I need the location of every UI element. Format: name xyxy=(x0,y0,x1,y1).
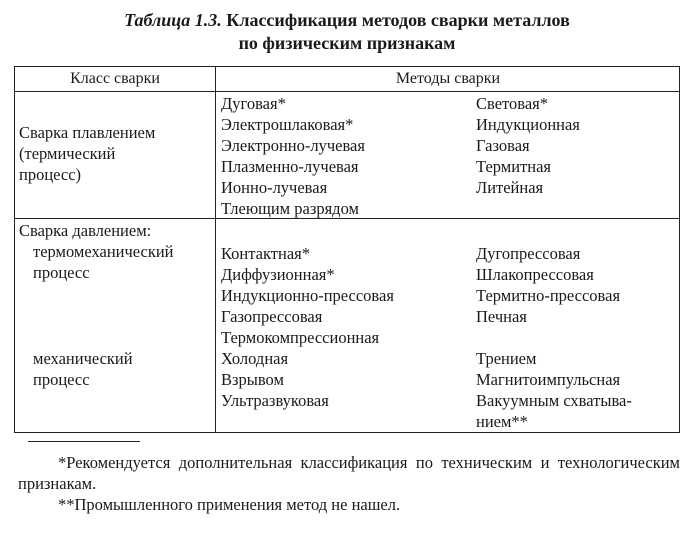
method-item: Термокомпрессионная xyxy=(221,328,380,347)
method-item: нием** xyxy=(476,412,528,431)
method-item: Ультразвуковая xyxy=(221,391,329,410)
header-methods: Методы сварки xyxy=(395,70,501,87)
table-caption-line1 xyxy=(0,9,694,31)
classification-table xyxy=(14,66,680,433)
thermo-class-cell xyxy=(33,241,174,283)
footnote-1: *Рекомендуется дополнительная классификация по техническим и технологическим признакам. xyxy=(18,453,680,493)
mech-methods-col1 xyxy=(221,348,329,411)
method-item: Вакуумным схватыва- xyxy=(476,391,632,410)
fusion-class-cell xyxy=(19,122,155,185)
method-item: Газовая xyxy=(476,136,530,155)
method-item: Магнитоимпульсная xyxy=(476,370,621,389)
class-line: процесс xyxy=(33,370,90,389)
method-item: Печная xyxy=(476,307,527,326)
fusion-methods-col1 xyxy=(221,93,365,219)
method-item: Световая* xyxy=(476,94,549,113)
class-line: термомеханический xyxy=(33,242,174,261)
class-line: процесс) xyxy=(19,165,82,184)
footnote-2: **Промышленного применения метод не нашел. xyxy=(58,495,401,514)
method-item: Тлеющим разрядом xyxy=(221,199,359,218)
method-item: Диффузионная* xyxy=(221,265,335,284)
method-item: Холодная xyxy=(221,349,289,368)
footnote-rule xyxy=(28,441,140,442)
mech-class-cell xyxy=(33,348,133,390)
method-item: Дуговая* xyxy=(221,94,286,113)
header-divider xyxy=(15,91,679,92)
method-item: Термитно-прессовая xyxy=(476,286,621,305)
method-item: Индукционная xyxy=(476,115,580,134)
class-line: Сварка плавлением xyxy=(19,123,156,142)
method-item: Литейная xyxy=(476,178,544,197)
mech-methods-col2 xyxy=(476,348,632,432)
fusion-methods-col2 xyxy=(476,93,580,198)
table-number-label: Таблица 1.3. xyxy=(124,10,222,30)
header-class: Класс сварки xyxy=(70,70,160,87)
pressure-class-title: Сварка давлением: xyxy=(19,221,152,240)
method-item: Ионно-лучевая xyxy=(221,178,328,197)
table-title-line2: по физическим признакам xyxy=(238,33,456,53)
method-item: Дугопрессовая xyxy=(476,244,581,263)
class-line: процесс xyxy=(33,263,90,282)
thermo-methods-col1 xyxy=(221,243,394,348)
method-item: Трением xyxy=(476,349,537,368)
method-item: Электрошлаковая* xyxy=(221,115,354,134)
method-item: Шлакопрессовая xyxy=(476,265,594,284)
method-item: Термитная xyxy=(476,157,551,176)
method-item: Индукционно-прессовая xyxy=(221,286,394,305)
method-item: Плазменно-лучевая xyxy=(221,157,359,176)
method-item: Электронно-лучевая xyxy=(221,136,365,155)
column-divider xyxy=(215,67,216,432)
thermo-methods-col2 xyxy=(476,243,620,327)
method-item: Контактная* xyxy=(221,244,311,263)
method-item: Газопрессовая xyxy=(221,307,323,326)
class-line: механический xyxy=(33,349,133,368)
class-line: (термический xyxy=(19,144,116,163)
table-title-line1: Классификация методов сварки металлов xyxy=(226,10,570,30)
method-item: Взрывом xyxy=(221,370,284,389)
